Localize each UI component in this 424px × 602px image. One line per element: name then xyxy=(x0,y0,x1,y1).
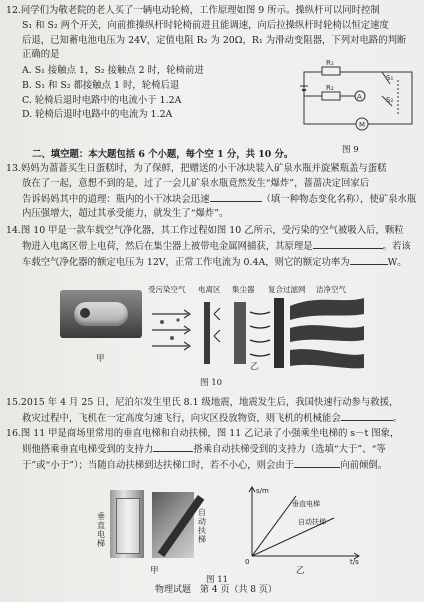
page-footer: 物理试题 第 4 页（共 8 页） xyxy=(155,585,277,595)
q14-line: W。 xyxy=(387,256,407,268)
origin-label: 0 xyxy=(245,558,250,566)
q14-line: 车载空气净化器的额定电压为 12V，正常工作电流为 0.4A，则它的额定功率为 xyxy=(22,256,350,268)
escalator-label: 自动扶梯 xyxy=(198,508,206,544)
q12-line: 12.同学们为敬老院的老人买了一辆电动轮椅，工作原理如图 9 所示。操纵杆可以同时控制 xyxy=(6,5,380,16)
q12-line: 后退，已知蓄电池电压为 24V，定值电阻 R₂ 为 20Ω，R₁ 为滑动变阻器，下列对电路的判断 xyxy=(22,34,407,46)
q12-line: S₁ 和 S₂ 两个开关，向前推操纵杆时轮椅前进且能调速，向后拉操纵杆时轮椅以恒定速度 xyxy=(22,19,389,31)
figure-11-jia-label: 甲 xyxy=(150,566,159,576)
label-ionization-zone: 电离区 xyxy=(198,285,221,294)
y-axis-label: s/m xyxy=(256,487,269,495)
q13-line: （填一种物态变化名称），使矿泉水瓶 xyxy=(261,193,417,205)
resistor-r1 xyxy=(322,67,340,75)
figure-9-circuit xyxy=(298,59,418,134)
q13-line: 13.妈妈为蔷蔷买生日蛋糕时，为了保鲜，把赠送的小干冰块装入矿泉水瓶并旋紧瓶盖与蛋糕 xyxy=(6,163,387,174)
figure-10-jia-label: 甲 xyxy=(96,354,105,364)
q16-line: 搭乘自动扶梯受到的支持力（选填“大于”、“等 xyxy=(193,443,386,455)
x-axis-label: t/s xyxy=(350,558,359,566)
q14-line: 14.图 10 甲是一款车载空气净化器，其工作过程如图 10 乙所示，受污染的空气被吸入后，颗粒 xyxy=(6,225,404,236)
escalator-photo xyxy=(152,492,194,558)
label-clean-air: 洁净空气 xyxy=(316,285,346,294)
q14-answer-blank-1[interactable] xyxy=(313,239,383,249)
question-12 xyxy=(6,4,406,63)
label-r1: R₁ xyxy=(326,59,334,67)
q12-options xyxy=(22,64,204,123)
q15-line: 。 xyxy=(392,412,403,424)
filter-mesh xyxy=(274,298,284,368)
figure-10-photo xyxy=(60,290,142,338)
vertical-elevator-line xyxy=(252,496,296,556)
label-dust-collector: 集尘器 xyxy=(232,285,255,294)
q14-line: 物进入电离区带上电荷，然后在集尘器上被带电金属网捕获，其原理是 xyxy=(22,240,313,252)
q16-answer-blank-2[interactable] xyxy=(294,458,340,468)
q13-line: 告诉妈妈其中的道理：瓶内的小干冰块会迅速 xyxy=(22,193,210,205)
question-16 xyxy=(6,427,399,473)
label-composite-filter: 复合过滤网 xyxy=(268,285,306,294)
q16-line: 16.图 11 甲是商场里常用的垂直电梯和自动扶梯，图 11 乙记录了小强乘坐电梯的 s－t 图象， xyxy=(6,428,400,439)
section-2-heading: 二、填空题：本大题包括 6 个小题，每个空 1 分，共 10 分。 xyxy=(32,149,294,160)
line-label-escalator: 自动扶梯 xyxy=(298,518,326,526)
question-15 xyxy=(6,396,402,427)
q12-option-c: C. 轮椅后退时电路中的电流小于 1.2A xyxy=(22,94,182,106)
ionization-plate xyxy=(204,302,210,364)
resistor-r2 xyxy=(322,92,340,100)
q12-option-a: A. S₁ 接触点 1，S₂ 接触点 2 时，轮椅前进 xyxy=(22,65,204,76)
label-s2: S₂ xyxy=(386,96,394,104)
q13-line: 内压强增大，超过其承受能力，就发生了“爆炸”。 xyxy=(22,208,229,220)
figure-10-yi-label: 乙 xyxy=(250,362,259,372)
question-13 xyxy=(6,162,416,222)
q16-answer-blank-1[interactable] xyxy=(153,442,193,452)
label-r2: R₂ xyxy=(326,84,334,92)
vertical-elevator-label: 垂直电梯 xyxy=(97,512,105,548)
q12-option-b: B. S₁ 和 S₂ 都接触点 1 时，轮椅后退 xyxy=(22,79,180,91)
label-s1: S₁ xyxy=(386,74,394,82)
collector-plate xyxy=(234,302,246,364)
q14-answer-blank-2[interactable] xyxy=(350,255,388,265)
q15-line: 救灾过程中，飞机在一定高度匀速飞行，向灾区投放物资，则飞机的机械能会 xyxy=(22,412,341,424)
q16-line: 于”或“小于”）；当随自动扶梯到达扶梯口时，若不小心，则会由于 xyxy=(22,459,295,471)
q12-option-d: D. 轮椅后退时电路中的电流为 1.2A xyxy=(22,109,173,121)
line-label-vertical: 垂直电梯 xyxy=(292,500,320,508)
q15-line: 15.2015 年 4 月 25 日，尼泊尔发生里氏 8.1 级地震，地震发生后，我国快速行动参与救援， xyxy=(6,397,399,408)
q16-line: 向前倾倒。 xyxy=(340,459,388,471)
label-a: A xyxy=(357,93,362,101)
figure-11-caption: 图 11 xyxy=(206,575,229,585)
vertical-elevator-photo xyxy=(110,490,144,558)
q13-line: 放在了一起，意想不到的是，过了一会儿矿泉水瓶竟然发生“爆炸”，蔷蔷决定回家后 xyxy=(22,177,370,189)
figure-11-st-graph xyxy=(238,484,368,564)
q13-answer-blank[interactable] xyxy=(210,192,262,202)
q14-line: 。若该 xyxy=(382,240,411,252)
q15-answer-blank[interactable] xyxy=(341,411,393,421)
q16-line: 则他搭乘垂直电梯受到的支持力 xyxy=(22,443,154,455)
label-polluted-air: 受污染空气 xyxy=(148,285,186,294)
figure-10-caption: 图 10 xyxy=(200,378,223,388)
q12-line: 正确的是 xyxy=(22,49,60,61)
question-14 xyxy=(6,224,411,270)
figure-11-yi-label: 乙 xyxy=(296,566,305,576)
figure-9-caption: 图 9 xyxy=(342,145,359,155)
label-m: M xyxy=(359,121,366,129)
